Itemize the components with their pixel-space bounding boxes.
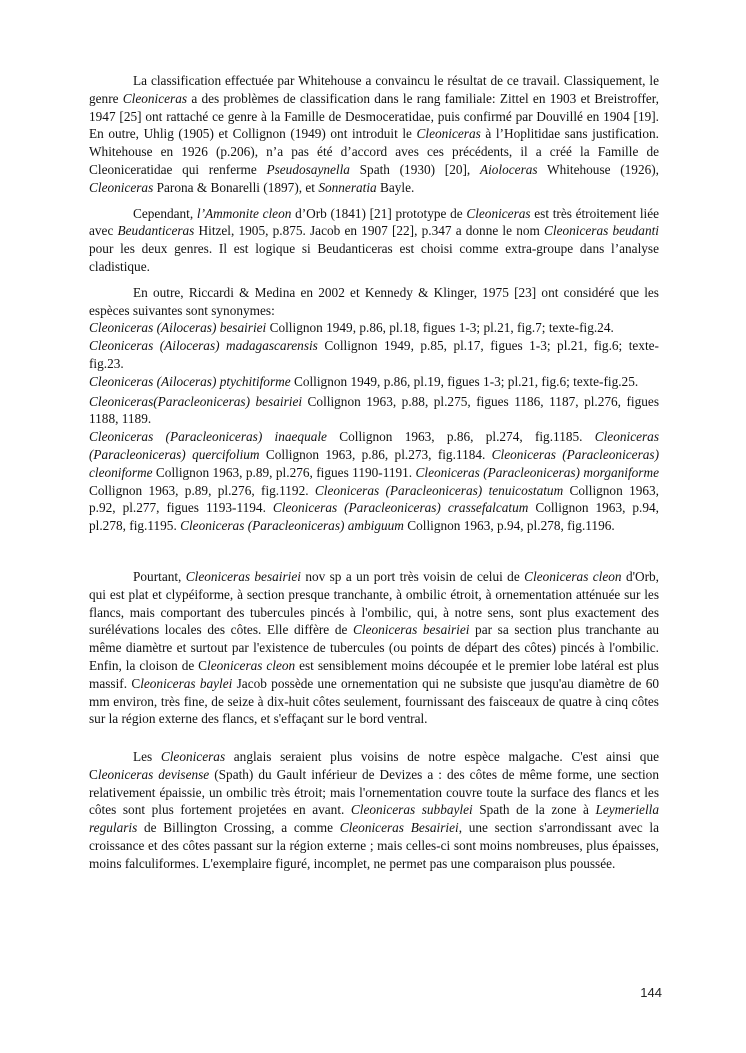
paragraph-3: En outre, Riccardi & Medina en 2002 et Kennedy & Klinger, 1975 [23] ont considéré que les espèces suivantes sont synonymes: <box>89 284 659 318</box>
synonym-list <box>89 319 659 535</box>
paragraph-1: La classification effectuée par Whitehouse a convaincu le résultat de ce travail. Classiquement, le genre Cleoniceras a des problèmes de classification dans le rang familiale: Zittel en 1903 et Breistroffer, 1947 [25] ont rattaché ce genre à la Famille de Desmoceratidae, puis confirmé par Douvillé en 1904 [19]. En outre, Uhlig (1905) et Collignon (1949) ont introduit le Cleoniceras à l’Hoplitidae sans justification. Whitehouse en 1926 (p.206), n’a pas été d’accord aves ces précédents, il a créé la Famille de Cleoniceratidae qui renferme Pseudosaynella Spath (1930) [20], Aioloceras Whitehouse (1926), Cleoniceras Parona & Bonarelli (1897), et Sonneratia Bayle. <box>89 73 660 195</box>
paragraph-5: Les Cleoniceras anglais seraient plus voisins de notre espèce malgache. C'est ainsi que Cleoniceras devisense (Spath) du Gault inférieur de Devizes a : des côtes de même forme, une section relativement épaissie, un ombilic très étroit; mais l'ornementation couvre toute la surface des flancs et les côtes sont plus fortement projetées en avant. Cleoniceras subbaylei Spath de la zone à Leymeriella regularis de Billington Crossing, a comme Cleoniceras Besairiei, une section s'arrondissant avec la croissance et des côtes passant sur la région externe ; mais celles-ci sont moins nombreuses, plus épaisses, moins falculiformes. L'exemplaire figuré, incomplet, ne permet pas une comparaison plus poussée. <box>89 749 660 871</box>
synonym-entry: Cleoniceras (Ailoceras) besairiei Collignon 1949, p.86, pl.18, figues 1-3; pl.21, fig.7; texte-fig.24. <box>89 320 614 336</box>
document-body <box>89 72 659 873</box>
paragraph-4: Pourtant, Cleoniceras besairiei nov sp a un port très voisin de celui de Cleoniceras cleon d'Orb, qui est plat et clypéiforme, à section presque tranchante, à ombilic étroit, à ornementation atténuée sur les flancs, mais comportant des tubercules pincés à l'ombilic, qui, à notre sens, sont plus exactement des surélévations locales des côtes. Elle diffère de Cleoniceras besairiei par sa section plus tranchante au même diamètre et surtout par l'existence de tubercules (ou points de départ des côtes) pincés à l'ombilic. Enfin, la cloison de Cleoniceras cleon est sensiblement moins découpée et le premier lobe latéral est plus massif. Cleoniceras baylei Jacob possède une ornementation qui ne subsiste que jusqu'au diamètre de 60 mm environ, très fine, de seize à dix-huit côtes seulement, fournissant des faisceaux de quatre à cinq côtes sur la région externe des flancs, et s'effaçant sur le bord ventral. <box>89 568 659 727</box>
synonym-entry: Cleoniceras(Paracleoniceras) besairiei Collignon 1963, p.88, pl.275, figues 1186, 1187, pl.276, figues 1188, 1189. <box>89 393 660 427</box>
synonym-entry: Cleoniceras (Ailoceras) madagascarensis Collignon 1949, p.85, pl.17, figues 1-3; pl.21, fig.6; texte-fig.23. <box>89 338 659 371</box>
synonym-entry: Cleoniceras (Paracleoniceras) inaequale Collignon 1963, p.86, pl.274, fig.1185. Cleoniceras (Paracleoniceras) quercifolium Collignon 1963, p.86, pl.273, fig.1184. Cleoniceras (Paracleoniceras) cleoniforme Collignon 1963, p.89, pl.276, figues 1190-1191. Cleoniceras (Paracleoniceras) morganiforme Collignon 1963, p.89, pl.276, fig.1192. Cleoniceras (Paracleoniceras) tenuicostatum Collignon 1963, p.92, pl.277, figues 1193-1194. Cleoniceras (Paracleoniceras) crassefalcatum Collignon 1963, p.94, pl.278, fig.1195. Cleoniceras (Paracleoniceras) ambiguum Collignon 1963, p.94, pl.278, fig.1196. <box>89 429 659 534</box>
paragraph-2: Cependant, l’Ammonite cleon d’Orb (1841) [21] prototype de Cleoniceras est très étroitement liée avec Beudanticeras Hitzel, 1905, p.875. Jacob en 1907 [22], p.347 a donne le nom Cleoniceras beudanti pour les deux genres. Il est logique si Beudanticeras est choisi comme extra-groupe dans l’analyse cladistique. <box>89 205 660 274</box>
page-number: 144 <box>640 985 662 1000</box>
synonym-entry: Cleoniceras (Ailoceras) ptychitiforme Collignon 1949, p.86, pl.19, figues 1-3; pl.21, fig.6; texte-fig.25. <box>89 373 639 389</box>
